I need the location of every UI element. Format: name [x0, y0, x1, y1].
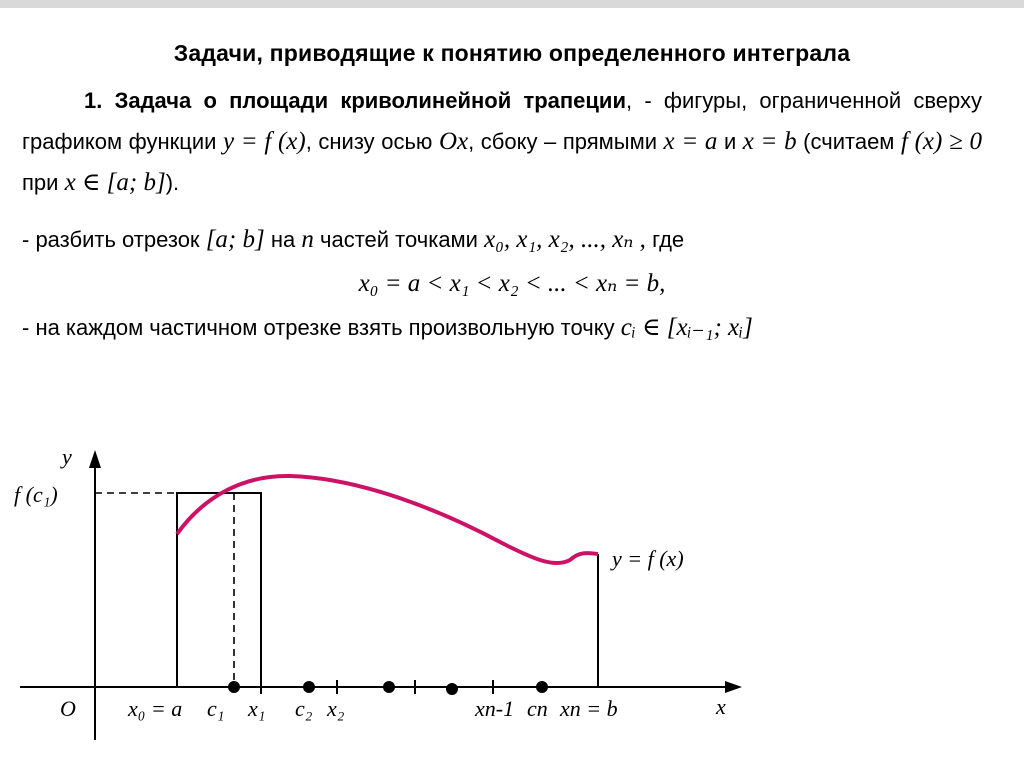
formula-fx: f (x) ≥ 0 [900, 128, 982, 155]
step1-interval: [a; b] [205, 226, 265, 253]
origin-label: O [60, 696, 76, 721]
function-curve [177, 476, 598, 563]
assume-open: (считаем [803, 129, 895, 154]
label-x0-a: x₀ = a [128, 696, 183, 721]
formula-xa: x = a [663, 128, 718, 155]
step2-formula: cᵢ ∈ [xᵢ₋₁; xᵢ] [620, 314, 753, 341]
x-axis-label: x [716, 694, 726, 719]
step2-text: - на каждом частичном отрезке взять произвольную точку [22, 315, 615, 340]
rectangle-1 [177, 493, 261, 687]
point-c3 [383, 681, 395, 693]
slide-title: Задачи, приводящие к понятию определенного интеграла [173, 40, 851, 66]
step1-text-1: - разбить отрезок [22, 227, 200, 252]
task-text-3: сбоку – прямыми [480, 129, 657, 154]
label-cn: cn [527, 696, 548, 721]
label-x1: x₁ [248, 696, 266, 721]
step1-text-3: частей точками [320, 227, 478, 252]
label-xn-b: xn = b [560, 696, 618, 721]
y-axis-label: y [62, 444, 72, 469]
step1-chain: x₀ = a < x₁ < x₂ < ... < xₙ = b, [358, 270, 666, 297]
formula-range: x ∈ [a; b] [64, 169, 166, 196]
x-axis-arrow [725, 681, 742, 693]
axis-ox: Ox [438, 128, 469, 155]
point-c4 [446, 683, 458, 695]
label-c2: c₂ [295, 696, 313, 721]
task-text-2: , снизу осью [305, 129, 433, 154]
task-paragraph: 1. Задача о площади криволинейной трапеции, - фигуры, ограниченной сверху графиком функции y = f (x), снизу осью Ox, сбоку – прямыми x = a и x = b (считаем f (x) ≥ 0 при x ∈ [a; b]). [22, 88, 982, 196]
step1-where: где [652, 227, 685, 252]
label-x2: x₂ [327, 696, 345, 721]
label-c1: c₁ [207, 696, 225, 721]
fc1-label: f (c₁) [14, 482, 58, 507]
curve-label: y = f (x) [612, 546, 684, 571]
formula-xb: x = b [742, 128, 797, 155]
y-axis-arrow [89, 450, 101, 468]
and-word: и [723, 129, 737, 154]
point-c2 [303, 681, 315, 693]
point-cn [536, 681, 548, 693]
step1-points: x₀, x₁, x₂, ..., xₙ , [484, 226, 646, 253]
task-heading: 1. Задача о площади криволинейной трапеции [84, 88, 626, 113]
assume-close: ). [165, 170, 180, 195]
task-text-1: , - фигуры, ограниченной сверху графиком функции [22, 88, 982, 154]
step1-text-2: на [270, 227, 296, 252]
at-word: при [22, 170, 59, 195]
label-xn1: xn-1 [475, 696, 515, 721]
point-c1 [228, 681, 240, 693]
step1-n: n [301, 226, 314, 253]
formula-function: y = f (x) [223, 128, 306, 155]
